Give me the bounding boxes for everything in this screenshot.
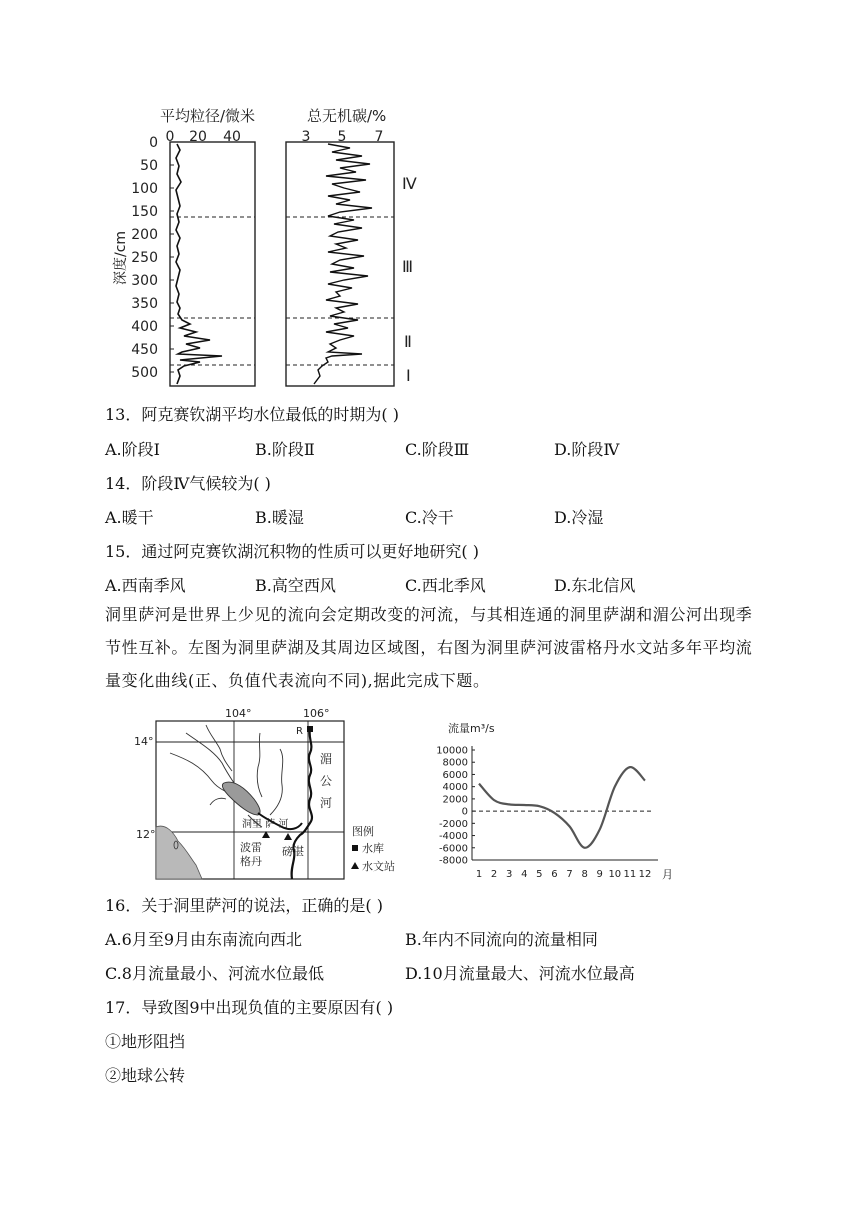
q16-option-a[interactable]: A.6月至9月由东南流向西北: [105, 930, 303, 949]
stage-I-label: Ⅰ: [406, 366, 411, 385]
depth-tick-label: 400: [131, 319, 158, 335]
x-tick-label: 6: [551, 869, 558, 880]
q16-option-d[interactable]: D.10月流量最大、河流水位最高: [405, 964, 635, 983]
depth-tick-label: 150: [131, 204, 158, 220]
x-tick-label: 12: [638, 869, 652, 880]
lat-14-label: 14°: [134, 735, 154, 748]
station-porekdam-label-1: 波雷: [240, 841, 262, 854]
x-tick-label: 2: [490, 869, 498, 880]
core-profile-figure: [100, 100, 430, 395]
right-tick-3: 3: [301, 129, 311, 145]
q17-item-1: ①地形阻挡: [105, 1032, 186, 1051]
mekong-label-3: 河: [320, 796, 333, 810]
tonle-sap-river-label: 洞里 萨 河: [242, 819, 289, 830]
lon-106-label: 106°: [303, 707, 330, 720]
y-tick-label: -2000: [438, 818, 468, 830]
tonle-sap-map: [130, 705, 410, 883]
q16-option-b[interactable]: B.年内不同流向的流量相同: [405, 930, 598, 949]
q15-option-c[interactable]: C.西北季风: [405, 576, 486, 595]
grain-size-frame: [170, 142, 255, 386]
y-tick-label: 0: [461, 806, 468, 818]
q13-option-a[interactable]: A.阶段Ⅰ: [105, 440, 160, 459]
reservoir-marker: [307, 726, 313, 732]
question-16-stem: 16．关于洞里萨河的说法，正确的是( ): [105, 896, 383, 915]
left-tick-0: 0: [165, 129, 175, 145]
depth-tick-label: 0: [149, 135, 158, 151]
question-17-stem: 17．导致图9中出现负值的主要原因有( ): [105, 998, 394, 1017]
flow-series-line: [479, 767, 645, 848]
legend-title: 图例: [352, 825, 374, 838]
station-kampong-cham-marker: [284, 833, 292, 840]
q15-option-d[interactable]: D.东北信风: [554, 576, 636, 595]
q15-option-b[interactable]: B.高空西风: [255, 576, 336, 595]
question-14-stem: 14．阶段Ⅳ气候较为( ): [105, 474, 271, 493]
q13-option-c[interactable]: C.阶段Ⅲ: [405, 440, 470, 459]
question-13-stem: 13．阿克赛钦湖平均水位最低的时期为( ): [105, 405, 399, 424]
tributary-sw: [210, 798, 226, 805]
depth-tick-label: 350: [131, 296, 158, 312]
depth-tick-label: 250: [131, 250, 158, 266]
station-kampong-cham-label: 磅湛: [282, 845, 304, 858]
sea-area: [156, 826, 202, 879]
x-tick-label: 4: [521, 869, 528, 880]
y-tick-label: 6000: [442, 769, 468, 781]
chart-xticks: [476, 869, 652, 880]
chart-yticks: [436, 746, 475, 867]
q15-option-a[interactable]: A.西南季风: [105, 576, 186, 595]
passage-text: 洞里萨河是世界上少见的流向会定期改变的河流，与其相连通的洞里萨湖和湄公河出现季节性互补。左图为洞里萨湖及其周边区域图，右图为洞里萨河波雷格丹水文站多年平均流量变化曲线(正、负值代表流向不同),据此完成下题。: [105, 605, 753, 690]
q14-option-d[interactable]: D.冷湿: [554, 508, 604, 527]
station-porekdam-label-2: 格丹: [240, 855, 262, 868]
y-tick-label: 4000: [442, 782, 468, 794]
inorganic-carbon-title: 总无机碳/%: [307, 107, 387, 125]
depth-tick-label: 450: [131, 342, 158, 358]
depth-axis-label: 深度/cm: [113, 230, 129, 285]
x-tick-label: 9: [596, 869, 603, 880]
x-tick-label: 11: [623, 869, 637, 880]
q14-option-b[interactable]: B.暖湿: [255, 508, 304, 527]
stage-III-label: Ⅲ: [402, 257, 414, 276]
y-tick-label: 2000: [442, 794, 468, 806]
y-tick-label: -8000: [438, 855, 468, 867]
carbon-frame: [286, 142, 394, 386]
depth-tick-label: 500: [131, 365, 158, 381]
right-tick-5: 5: [337, 129, 347, 145]
y-tick-label: -6000: [438, 843, 468, 855]
reservoir-label: R: [296, 726, 303, 737]
tributary-east: [270, 749, 283, 815]
depth-axis: [131, 135, 174, 381]
question-15-stem: 15．通过阿克赛钦湖沉积物的性质可以更好地研究( ): [105, 542, 479, 561]
x-tick-label: 8: [581, 869, 588, 880]
q14-option-a[interactable]: A.暖干: [105, 508, 154, 527]
q13-option-d[interactable]: D.阶段Ⅳ: [554, 440, 620, 459]
y-tick-label: 10000: [436, 745, 468, 757]
tributary-north: [186, 733, 234, 783]
q13-option-b[interactable]: B.阶段Ⅱ: [255, 440, 315, 459]
grain-size-title: 平均粒径/微米: [160, 107, 256, 125]
lon-104-label: 104°: [225, 707, 252, 720]
y-tick-label: 8000: [442, 757, 468, 769]
stage-II-label: Ⅱ: [404, 332, 412, 351]
q17-item-2: ②地球公转: [105, 1066, 186, 1085]
legend-station-swatch: [351, 862, 359, 869]
grain-size-curve: [176, 144, 222, 384]
depth-tick-label: 200: [131, 227, 158, 243]
x-tick-label: 10: [608, 869, 622, 880]
chart-ylabel: 流量m³/s: [448, 722, 495, 735]
legend-reservoir-label: 水库: [362, 842, 384, 855]
mekong-label-2: 公: [320, 774, 333, 788]
tributary-nw: [206, 725, 232, 771]
left-tick-40: 40: [223, 129, 241, 145]
mekong-label-1: 湄: [320, 752, 333, 766]
lat-12-label: 12°: [136, 828, 156, 841]
stage-IV-label: Ⅳ: [402, 174, 417, 193]
x-tick-label: 5: [536, 869, 543, 880]
inorganic-carbon-curve: [314, 144, 372, 384]
depth-tick-label: 100: [131, 181, 158, 197]
q16-option-c[interactable]: C.8月流量最小、河流水位最低: [105, 964, 324, 983]
legend-reservoir-swatch: [352, 845, 358, 851]
left-tick-20: 20: [189, 129, 207, 145]
y-tick-label: -4000: [438, 831, 468, 843]
chart-xlabel: 月: [662, 868, 673, 881]
tonle-sap-lake: [222, 782, 260, 815]
q14-option-c[interactable]: C.冷干: [405, 508, 454, 527]
x-tick-label: 7: [566, 869, 573, 880]
x-tick-label: 1: [475, 869, 483, 880]
depth-tick-label: 300: [131, 273, 158, 289]
flow-rate-chart: [430, 720, 690, 885]
depth-tick-label: 50: [140, 158, 158, 174]
right-tick-7: 7: [374, 129, 384, 145]
legend-station-label: 水文站: [362, 860, 395, 873]
tributary-ne: [257, 733, 262, 797]
x-tick-label: 3: [505, 869, 513, 880]
